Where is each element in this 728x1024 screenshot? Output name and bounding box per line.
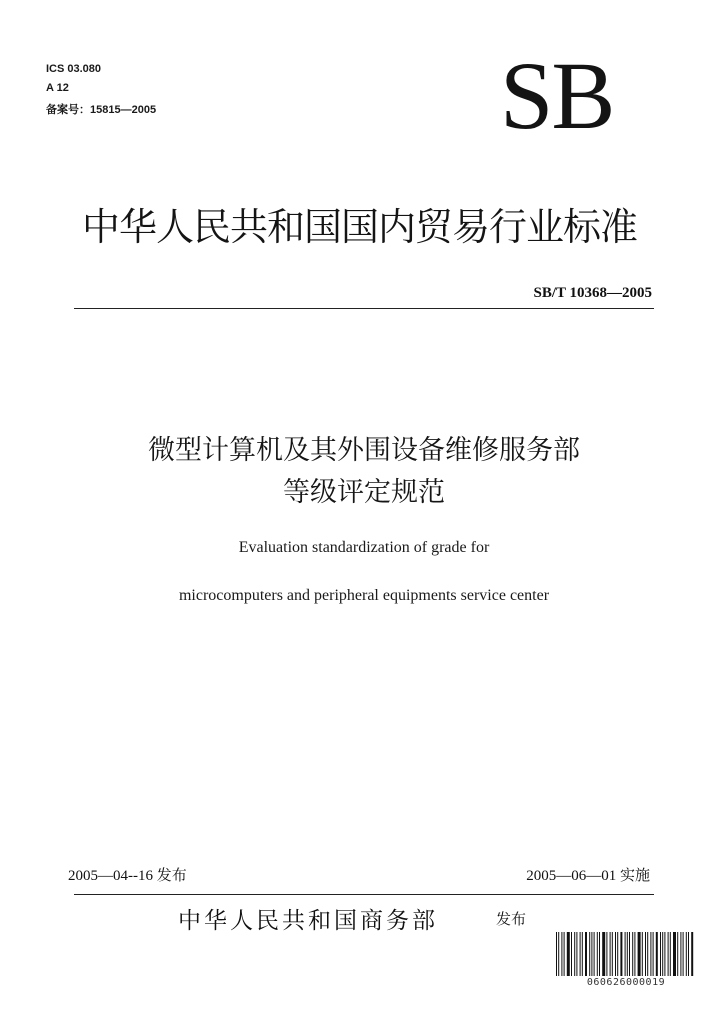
publish-label: 发布: [496, 910, 527, 928]
barcode-icon: [555, 932, 695, 976]
standard-number: SB/T 10368—2005: [533, 285, 652, 301]
chinese-title-line-1: 微型计算机及其外围设备维修服务部: [148, 435, 580, 466]
top-divider: [74, 308, 654, 309]
classification-code: A 12: [46, 82, 69, 94]
barcode-digits: 060626000019: [586, 977, 666, 988]
issue-date: 2005—04--16 发布: [68, 868, 187, 884]
bottom-divider: [74, 894, 654, 895]
sb-logo: SB: [500, 42, 614, 149]
ministry-standard-title: 中华人民共和国国内贸易行业标准: [82, 205, 638, 249]
implementation-date: 2005—06—01 实施: [526, 868, 650, 884]
chinese-title-line-2: 等级评定规范: [283, 477, 445, 508]
publisher-name: 中华人民共和国商务部: [178, 908, 438, 934]
record-number: 备案号：15815—2005: [46, 104, 157, 116]
english-title-line-1: Evaluation standardization of grade for: [238, 539, 490, 556]
ics-code: ICS 03.080: [46, 63, 102, 75]
english-title-line-2: microcomputers and peripheral equipments service center: [178, 587, 550, 604]
